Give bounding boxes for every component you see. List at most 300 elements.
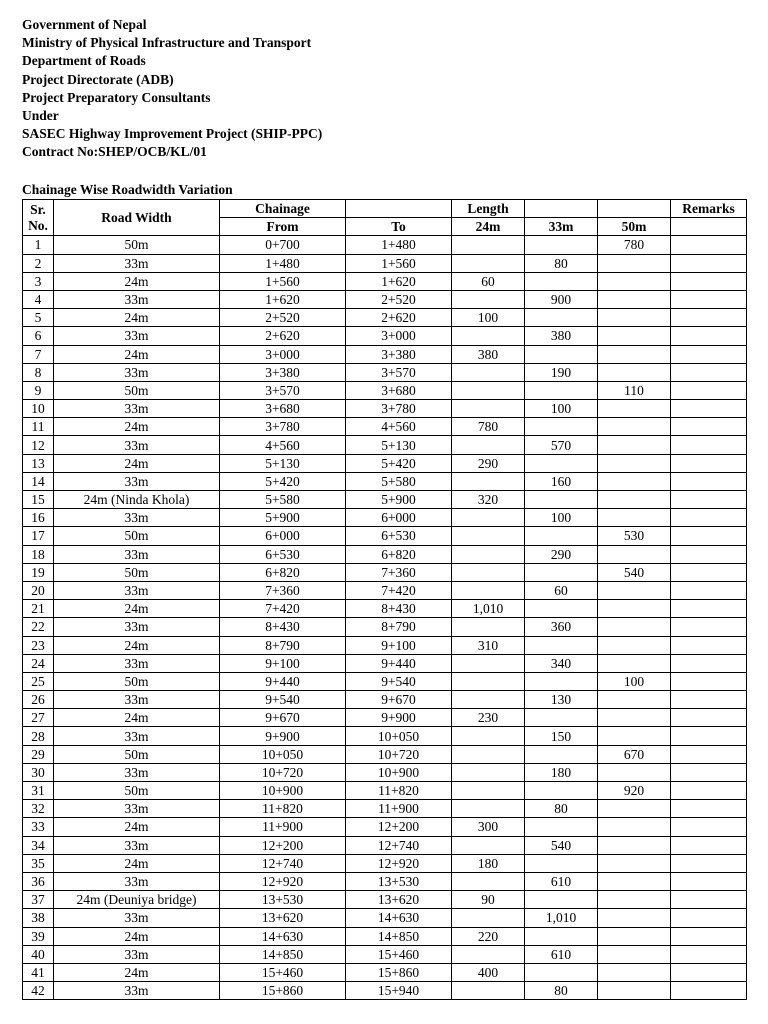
table-row bbox=[23, 563, 747, 581]
length-50m-cell bbox=[598, 600, 671, 618]
table-row bbox=[23, 600, 747, 618]
length-24m-cell: 300 bbox=[452, 818, 525, 836]
to-cell: 6+820 bbox=[346, 545, 452, 563]
table-row bbox=[23, 800, 747, 818]
length-24m-cell bbox=[452, 436, 525, 454]
to-cell: 1+620 bbox=[346, 272, 452, 290]
road-width-cell: 33m bbox=[54, 982, 220, 1000]
length-24m-cell: 320 bbox=[452, 491, 525, 509]
length-24m-cell: 380 bbox=[452, 345, 525, 363]
length-33m-cell: 340 bbox=[525, 654, 598, 672]
road-width-cell: 33m bbox=[54, 654, 220, 672]
sr-no-cell: 7 bbox=[23, 345, 54, 363]
length-24m-cell: 1,010 bbox=[452, 600, 525, 618]
length-33m-cell: 180 bbox=[525, 763, 598, 781]
road-width-cell: 24m bbox=[54, 854, 220, 872]
length-33m-cell: 100 bbox=[525, 509, 598, 527]
length-50m-cell bbox=[598, 909, 671, 927]
length-24m-cell: 310 bbox=[452, 636, 525, 654]
length-50m-cell bbox=[598, 327, 671, 345]
road-width-cell: 24m bbox=[54, 818, 220, 836]
remarks-cell bbox=[671, 836, 747, 854]
length-24m-cell bbox=[452, 527, 525, 545]
table-row bbox=[23, 509, 747, 527]
roadwidth-table bbox=[22, 199, 747, 1000]
length-50m-cell: 540 bbox=[598, 563, 671, 581]
header-line: Project Preparatory Consultants bbox=[22, 89, 211, 105]
table-row bbox=[23, 454, 747, 472]
length-24m-cell bbox=[452, 254, 525, 272]
length-24m-cell bbox=[452, 327, 525, 345]
length-24m-cell bbox=[452, 909, 525, 927]
sr-no-cell: 34 bbox=[23, 836, 54, 854]
length-50m-cell bbox=[598, 254, 671, 272]
road-width-cell: 50m bbox=[54, 236, 220, 254]
length-33m-cell bbox=[525, 563, 598, 581]
length-33m-cell bbox=[525, 418, 598, 436]
length-24m-cell bbox=[452, 691, 525, 709]
to-cell: 4+560 bbox=[346, 418, 452, 436]
road-width-cell: 33m bbox=[54, 290, 220, 308]
remarks-cell bbox=[671, 763, 747, 781]
sr-no-cell: 23 bbox=[23, 636, 54, 654]
road-width-cell: 24m bbox=[54, 309, 220, 327]
to-cell: 9+100 bbox=[346, 636, 452, 654]
length-50m-cell bbox=[598, 818, 671, 836]
remarks-cell bbox=[671, 545, 747, 563]
remarks-cell bbox=[671, 854, 747, 872]
length-33m-cell bbox=[525, 600, 598, 618]
header-remarks: Remarks bbox=[671, 200, 747, 218]
length-50m-cell: 530 bbox=[598, 527, 671, 545]
table-row bbox=[23, 290, 747, 308]
table-row bbox=[23, 782, 747, 800]
sr-no-cell: 19 bbox=[23, 563, 54, 581]
table-row bbox=[23, 345, 747, 363]
sr-no-cell: 26 bbox=[23, 691, 54, 709]
document-header bbox=[22, 16, 322, 162]
road-width-cell: 33m bbox=[54, 691, 220, 709]
length-24m-cell bbox=[452, 782, 525, 800]
remarks-cell bbox=[671, 400, 747, 418]
road-width-cell: 24m bbox=[54, 272, 220, 290]
remarks-cell bbox=[671, 509, 747, 527]
to-cell: 10+050 bbox=[346, 727, 452, 745]
road-width-cell: 50m bbox=[54, 527, 220, 545]
length-50m-cell bbox=[598, 581, 671, 599]
header-line: Project Directorate (ADB) bbox=[22, 71, 174, 87]
length-24m-cell: 230 bbox=[452, 709, 525, 727]
length-33m-cell: 150 bbox=[525, 727, 598, 745]
to-cell: 12+740 bbox=[346, 836, 452, 854]
sr-no-cell: 37 bbox=[23, 891, 54, 909]
from-cell: 9+540 bbox=[220, 691, 346, 709]
table-row bbox=[23, 381, 747, 399]
remarks-cell bbox=[671, 945, 747, 963]
from-cell: 5+130 bbox=[220, 454, 346, 472]
remarks-cell bbox=[671, 600, 747, 618]
length-50m-cell bbox=[598, 982, 671, 1000]
from-cell: 5+580 bbox=[220, 491, 346, 509]
to-cell: 6+000 bbox=[346, 509, 452, 527]
table-row bbox=[23, 763, 747, 781]
table-row bbox=[23, 309, 747, 327]
from-cell: 12+920 bbox=[220, 872, 346, 890]
to-cell: 14+630 bbox=[346, 909, 452, 927]
length-24m-cell bbox=[452, 727, 525, 745]
remarks-cell bbox=[671, 618, 747, 636]
from-cell: 1+620 bbox=[220, 290, 346, 308]
remarks-cell bbox=[671, 418, 747, 436]
from-cell: 1+560 bbox=[220, 272, 346, 290]
sr-no-cell: 21 bbox=[23, 600, 54, 618]
length-24m-cell bbox=[452, 400, 525, 418]
from-cell: 3+780 bbox=[220, 418, 346, 436]
length-33m-cell: 900 bbox=[525, 290, 598, 308]
length-24m-cell: 780 bbox=[452, 418, 525, 436]
road-width-cell: 33m bbox=[54, 618, 220, 636]
sr-no-cell: 42 bbox=[23, 982, 54, 1000]
remarks-cell bbox=[671, 381, 747, 399]
header-blank bbox=[346, 200, 452, 218]
from-cell: 8+790 bbox=[220, 636, 346, 654]
road-width-cell: 24m bbox=[54, 636, 220, 654]
table-row bbox=[23, 491, 747, 509]
length-33m-cell: 1,010 bbox=[525, 909, 598, 927]
header-line: Ministry of Physical Infrastructure and Transport bbox=[22, 35, 312, 51]
sr-no-cell: 32 bbox=[23, 800, 54, 818]
road-width-cell: 50m bbox=[54, 563, 220, 581]
sr-no-cell: 41 bbox=[23, 963, 54, 981]
length-50m-cell bbox=[598, 800, 671, 818]
road-width-cell: 33m bbox=[54, 872, 220, 890]
table-row bbox=[23, 400, 747, 418]
length-50m-cell bbox=[598, 636, 671, 654]
remarks-cell bbox=[671, 309, 747, 327]
from-cell: 8+430 bbox=[220, 618, 346, 636]
length-33m-cell: 190 bbox=[525, 363, 598, 381]
road-width-cell: 33m bbox=[54, 363, 220, 381]
remarks-cell bbox=[671, 290, 747, 308]
sr-no-cell: 30 bbox=[23, 763, 54, 781]
length-24m-cell bbox=[452, 872, 525, 890]
remarks-cell bbox=[671, 982, 747, 1000]
table-row bbox=[23, 672, 747, 690]
table-row bbox=[23, 909, 747, 927]
table-row bbox=[23, 836, 747, 854]
length-33m-cell bbox=[525, 309, 598, 327]
sr-no-cell: 24 bbox=[23, 654, 54, 672]
sr-no-cell: 33 bbox=[23, 818, 54, 836]
length-50m-cell bbox=[598, 836, 671, 854]
length-33m-cell bbox=[525, 672, 598, 690]
remarks-cell bbox=[671, 454, 747, 472]
from-cell: 1+480 bbox=[220, 254, 346, 272]
length-33m-cell bbox=[525, 963, 598, 981]
table-row bbox=[23, 927, 747, 945]
length-24m-cell bbox=[452, 618, 525, 636]
length-50m-cell: 100 bbox=[598, 672, 671, 690]
table-row bbox=[23, 891, 747, 909]
length-50m-cell bbox=[598, 363, 671, 381]
length-24m-cell bbox=[452, 800, 525, 818]
sr-no-cell: 5 bbox=[23, 309, 54, 327]
to-cell: 3+680 bbox=[346, 381, 452, 399]
to-cell: 7+360 bbox=[346, 563, 452, 581]
to-cell: 3+000 bbox=[346, 327, 452, 345]
from-cell: 7+420 bbox=[220, 600, 346, 618]
remarks-cell bbox=[671, 272, 747, 290]
length-50m-cell bbox=[598, 290, 671, 308]
road-width-cell: 50m bbox=[54, 745, 220, 763]
length-33m-cell: 610 bbox=[525, 872, 598, 890]
remarks-cell bbox=[671, 782, 747, 800]
from-cell: 5+420 bbox=[220, 472, 346, 490]
length-50m-cell bbox=[598, 763, 671, 781]
to-cell: 13+620 bbox=[346, 891, 452, 909]
table-row bbox=[23, 327, 747, 345]
length-24m-cell: 180 bbox=[452, 854, 525, 872]
to-cell: 15+460 bbox=[346, 945, 452, 963]
length-50m-cell bbox=[598, 854, 671, 872]
table-row bbox=[23, 818, 747, 836]
table-row bbox=[23, 691, 747, 709]
length-50m-cell bbox=[598, 309, 671, 327]
road-width-cell: 33m bbox=[54, 800, 220, 818]
length-50m-cell bbox=[598, 472, 671, 490]
sr-no-cell: 16 bbox=[23, 509, 54, 527]
length-50m-cell bbox=[598, 491, 671, 509]
length-24m-cell: 100 bbox=[452, 309, 525, 327]
to-cell: 5+130 bbox=[346, 436, 452, 454]
header-blank bbox=[671, 218, 747, 236]
sr-no-cell: 10 bbox=[23, 400, 54, 418]
length-50m-cell bbox=[598, 654, 671, 672]
road-width-cell: 50m bbox=[54, 381, 220, 399]
length-33m-cell: 540 bbox=[525, 836, 598, 854]
table-row bbox=[23, 236, 747, 254]
from-cell: 3+380 bbox=[220, 363, 346, 381]
to-cell: 9+900 bbox=[346, 709, 452, 727]
length-33m-cell bbox=[525, 818, 598, 836]
length-33m-cell bbox=[525, 272, 598, 290]
length-33m-cell: 80 bbox=[525, 982, 598, 1000]
remarks-cell bbox=[671, 927, 747, 945]
from-cell: 4+560 bbox=[220, 436, 346, 454]
length-24m-cell bbox=[452, 654, 525, 672]
remarks-cell bbox=[671, 527, 747, 545]
road-width-cell: 33m bbox=[54, 436, 220, 454]
from-cell: 9+900 bbox=[220, 727, 346, 745]
length-50m-cell bbox=[598, 418, 671, 436]
header-line: Contract No:SHEP/OCB/KL/01 bbox=[22, 144, 207, 160]
length-24m-cell: 400 bbox=[452, 963, 525, 981]
header-sr-no: Sr. No. bbox=[23, 200, 54, 236]
road-width-cell: 33m bbox=[54, 400, 220, 418]
length-33m-cell: 360 bbox=[525, 618, 598, 636]
remarks-cell bbox=[671, 327, 747, 345]
sr-no-cell: 6 bbox=[23, 327, 54, 345]
length-50m-cell: 920 bbox=[598, 782, 671, 800]
to-cell: 8+790 bbox=[346, 618, 452, 636]
to-cell: 5+900 bbox=[346, 491, 452, 509]
length-33m-cell bbox=[525, 454, 598, 472]
length-24m-cell bbox=[452, 672, 525, 690]
sr-no-cell: 25 bbox=[23, 672, 54, 690]
road-width-cell: 33m bbox=[54, 763, 220, 781]
length-33m-cell bbox=[525, 636, 598, 654]
remarks-cell bbox=[671, 254, 747, 272]
table-row bbox=[23, 654, 747, 672]
remarks-cell bbox=[671, 636, 747, 654]
to-cell: 3+780 bbox=[346, 400, 452, 418]
sr-no-cell: 22 bbox=[23, 618, 54, 636]
sr-no-cell: 1 bbox=[23, 236, 54, 254]
to-cell: 1+560 bbox=[346, 254, 452, 272]
road-width-cell: 24m bbox=[54, 418, 220, 436]
header-from: From bbox=[220, 218, 346, 236]
table-row bbox=[23, 618, 747, 636]
table-row bbox=[23, 709, 747, 727]
sr-no-cell: 17 bbox=[23, 527, 54, 545]
from-cell: 12+200 bbox=[220, 836, 346, 854]
remarks-cell bbox=[671, 872, 747, 890]
length-24m-cell: 220 bbox=[452, 927, 525, 945]
from-cell: 3+000 bbox=[220, 345, 346, 363]
header-blank bbox=[598, 200, 671, 218]
sr-no-cell: 35 bbox=[23, 854, 54, 872]
length-24m-cell: 290 bbox=[452, 454, 525, 472]
header-24m: 24m bbox=[452, 218, 525, 236]
sr-no-cell: 15 bbox=[23, 491, 54, 509]
from-cell: 10+720 bbox=[220, 763, 346, 781]
length-24m-cell bbox=[452, 836, 525, 854]
sr-no-cell: 36 bbox=[23, 872, 54, 890]
remarks-cell bbox=[671, 818, 747, 836]
road-width-cell: 24m (Deuniya bridge) bbox=[54, 891, 220, 909]
length-33m-cell: 100 bbox=[525, 400, 598, 418]
to-cell: 9+440 bbox=[346, 654, 452, 672]
length-33m-cell bbox=[525, 345, 598, 363]
remarks-cell bbox=[671, 581, 747, 599]
length-33m-cell bbox=[525, 854, 598, 872]
road-width-cell: 24m bbox=[54, 345, 220, 363]
length-24m-cell: 90 bbox=[452, 891, 525, 909]
length-33m-cell: 80 bbox=[525, 800, 598, 818]
header-road-width: Road Width bbox=[54, 200, 220, 236]
to-cell: 11+820 bbox=[346, 782, 452, 800]
from-cell: 14+630 bbox=[220, 927, 346, 945]
table-row bbox=[23, 872, 747, 890]
length-50m-cell bbox=[598, 400, 671, 418]
sr-no-cell: 12 bbox=[23, 436, 54, 454]
table-row bbox=[23, 545, 747, 563]
length-24m-cell bbox=[452, 745, 525, 763]
table-title: Chainage Wise Roadwidth Variation bbox=[22, 182, 233, 197]
from-cell: 9+100 bbox=[220, 654, 346, 672]
to-cell: 5+420 bbox=[346, 454, 452, 472]
header-length: Length bbox=[452, 200, 525, 218]
sr-no-cell: 20 bbox=[23, 581, 54, 599]
length-50m-cell: 110 bbox=[598, 381, 671, 399]
from-cell: 2+520 bbox=[220, 309, 346, 327]
table-row bbox=[23, 418, 747, 436]
length-33m-cell bbox=[525, 709, 598, 727]
table-row bbox=[23, 527, 747, 545]
length-24m-cell bbox=[452, 290, 525, 308]
road-width-cell: 24m (Ninda Khola) bbox=[54, 491, 220, 509]
length-33m-cell: 380 bbox=[525, 327, 598, 345]
length-24m-cell bbox=[452, 472, 525, 490]
length-33m-cell: 160 bbox=[525, 472, 598, 490]
from-cell: 10+900 bbox=[220, 782, 346, 800]
sr-no-cell: 18 bbox=[23, 545, 54, 563]
to-cell: 14+850 bbox=[346, 927, 452, 945]
from-cell: 7+360 bbox=[220, 581, 346, 599]
remarks-cell bbox=[671, 891, 747, 909]
to-cell: 13+530 bbox=[346, 872, 452, 890]
remarks-cell bbox=[671, 563, 747, 581]
road-width-cell: 33m bbox=[54, 945, 220, 963]
length-50m-cell bbox=[598, 545, 671, 563]
length-50m-cell bbox=[598, 927, 671, 945]
from-cell: 9+440 bbox=[220, 672, 346, 690]
header-33m: 33m bbox=[525, 218, 598, 236]
header-line: SASEC Highway Improvement Project (SHIP-PPC) bbox=[22, 126, 323, 142]
road-width-cell: 33m bbox=[54, 509, 220, 527]
road-width-cell: 50m bbox=[54, 782, 220, 800]
length-33m-cell bbox=[525, 927, 598, 945]
sr-no-cell: 29 bbox=[23, 745, 54, 763]
length-24m-cell bbox=[452, 763, 525, 781]
length-33m-cell: 570 bbox=[525, 436, 598, 454]
length-33m-cell bbox=[525, 782, 598, 800]
to-cell: 12+200 bbox=[346, 818, 452, 836]
to-cell: 8+430 bbox=[346, 600, 452, 618]
road-width-cell: 50m bbox=[54, 672, 220, 690]
table-row bbox=[23, 254, 747, 272]
road-width-cell: 33m bbox=[54, 545, 220, 563]
length-50m-cell bbox=[598, 709, 671, 727]
length-50m-cell bbox=[598, 272, 671, 290]
table-row bbox=[23, 272, 747, 290]
from-cell: 6+000 bbox=[220, 527, 346, 545]
header-blank bbox=[525, 200, 598, 218]
length-24m-cell bbox=[452, 581, 525, 599]
road-width-cell: 24m bbox=[54, 600, 220, 618]
remarks-cell bbox=[671, 654, 747, 672]
table-row bbox=[23, 636, 747, 654]
from-cell: 5+900 bbox=[220, 509, 346, 527]
length-33m-cell: 610 bbox=[525, 945, 598, 963]
length-24m-cell bbox=[452, 509, 525, 527]
road-width-cell: 33m bbox=[54, 581, 220, 599]
table-body bbox=[23, 236, 747, 1000]
to-cell: 1+480 bbox=[346, 236, 452, 254]
length-33m-cell bbox=[525, 491, 598, 509]
length-33m-cell bbox=[525, 745, 598, 763]
road-width-cell: 24m bbox=[54, 963, 220, 981]
length-33m-cell: 80 bbox=[525, 254, 598, 272]
from-cell: 3+680 bbox=[220, 400, 346, 418]
table-row bbox=[23, 963, 747, 981]
sr-no-cell: 28 bbox=[23, 727, 54, 745]
table-row bbox=[23, 581, 747, 599]
sr-no-cell: 39 bbox=[23, 927, 54, 945]
length-33m-cell: 130 bbox=[525, 691, 598, 709]
sr-no-cell: 38 bbox=[23, 909, 54, 927]
to-cell: 9+670 bbox=[346, 691, 452, 709]
